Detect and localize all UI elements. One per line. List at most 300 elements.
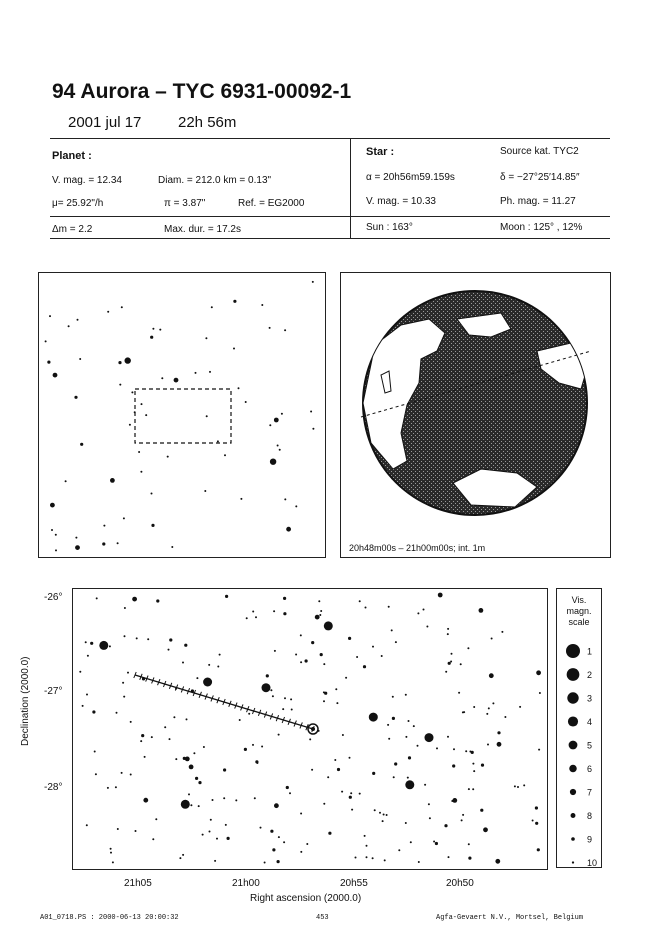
background-star — [448, 856, 450, 858]
scale-dot — [567, 692, 578, 703]
background-star — [270, 830, 273, 833]
background-star — [164, 726, 166, 728]
background-star — [152, 328, 154, 330]
background-star — [467, 647, 469, 649]
background-star — [386, 814, 388, 816]
background-star — [356, 656, 358, 658]
background-star — [448, 662, 451, 665]
background-star — [198, 781, 201, 784]
background-star — [235, 799, 237, 801]
background-star — [261, 304, 263, 306]
background-star — [79, 671, 81, 673]
background-star — [74, 396, 77, 399]
background-star — [150, 336, 153, 339]
star-ra: α = 20h56m59.159s — [366, 172, 455, 183]
background-star — [538, 749, 540, 751]
background-star — [99, 641, 108, 650]
scale-dot — [567, 668, 580, 681]
dec-axis-label: Declination (2000.0) — [20, 656, 31, 746]
background-star — [426, 626, 428, 628]
background-star — [195, 372, 197, 374]
scale-dot — [568, 716, 578, 726]
background-star — [289, 792, 291, 794]
background-star — [410, 841, 412, 843]
background-star — [351, 809, 353, 811]
background-star — [535, 822, 538, 825]
background-star — [519, 706, 521, 708]
background-star — [203, 746, 205, 748]
magnitude-scale — [556, 588, 602, 868]
background-star — [159, 329, 161, 331]
background-star — [124, 635, 126, 637]
background-star — [184, 644, 187, 647]
background-star — [110, 478, 115, 483]
background-star — [324, 621, 333, 630]
background-star — [198, 805, 200, 807]
background-star — [138, 451, 140, 453]
background-star — [483, 827, 488, 832]
background-star — [252, 611, 254, 613]
background-star — [327, 776, 329, 778]
background-star — [363, 665, 366, 668]
globe-caption: 20h48m00s – 21h00m00s; int. 1m — [349, 543, 486, 553]
background-star — [115, 786, 117, 788]
background-star — [453, 748, 455, 750]
background-star — [433, 841, 435, 843]
finder-chart-svg — [39, 273, 325, 557]
background-star — [447, 628, 449, 630]
background-star — [233, 348, 235, 350]
background-star — [270, 689, 272, 691]
background-star — [144, 756, 146, 758]
background-star — [417, 745, 419, 747]
bottom-rule — [50, 238, 610, 239]
background-star — [87, 655, 89, 657]
background-star — [96, 597, 98, 599]
background-star — [465, 750, 467, 752]
background-star — [86, 694, 88, 696]
dec-tick-1: -26° — [44, 592, 63, 603]
background-star — [147, 638, 149, 640]
background-star — [311, 641, 314, 644]
background-star — [225, 824, 227, 826]
background-star — [523, 784, 525, 786]
scale-label: 9 — [587, 834, 593, 845]
background-star — [336, 702, 338, 704]
planet-vmag: V. mag. = 12.34 — [52, 175, 122, 186]
background-star — [123, 517, 125, 519]
background-star — [75, 545, 80, 550]
background-star — [277, 445, 279, 447]
background-star — [405, 736, 407, 738]
background-star — [407, 777, 409, 779]
background-star — [341, 791, 343, 793]
footer-page: 453 — [316, 914, 329, 922]
background-star — [45, 340, 47, 342]
background-star — [349, 757, 351, 759]
scale-dot — [569, 741, 578, 750]
background-star — [254, 797, 256, 799]
background-star — [103, 525, 105, 527]
background-star — [320, 653, 323, 656]
background-star — [216, 838, 218, 840]
background-star — [85, 641, 87, 643]
background-star — [300, 851, 302, 853]
background-star — [255, 760, 258, 763]
background-star — [121, 306, 123, 308]
delta-mag: Δm = 2.2 — [52, 224, 93, 235]
background-star — [488, 707, 490, 709]
background-star — [436, 747, 438, 749]
background-star — [381, 655, 383, 657]
background-star — [334, 759, 336, 761]
background-star — [135, 830, 137, 832]
planet-motion: μ= 25.92"/h — [52, 198, 104, 209]
background-star — [428, 803, 430, 805]
background-star — [244, 748, 247, 751]
background-star — [359, 793, 361, 795]
background-star — [388, 738, 390, 740]
background-star — [121, 772, 123, 774]
background-star — [186, 718, 188, 720]
background-star — [335, 688, 337, 690]
background-star — [468, 857, 471, 860]
background-star — [278, 734, 280, 736]
footer-credit: Agfa-Gevaert N.V., Mortsel, Belgium — [436, 914, 584, 922]
background-star — [161, 377, 163, 379]
event-time: 22h 56m — [178, 114, 237, 131]
scale-title-2: magn. — [566, 606, 592, 616]
background-star — [423, 609, 425, 611]
background-star — [169, 638, 172, 641]
column-divider — [350, 138, 351, 238]
background-star — [281, 413, 283, 415]
background-star — [266, 674, 269, 677]
background-star — [202, 834, 204, 836]
background-star — [279, 449, 281, 451]
background-star — [122, 682, 124, 684]
background-star — [277, 860, 280, 863]
background-star — [282, 708, 284, 710]
background-star — [210, 819, 212, 821]
background-star — [129, 424, 131, 426]
background-star — [355, 857, 357, 859]
background-star — [124, 607, 126, 609]
background-star — [481, 764, 484, 767]
dec-tick-2: -27° — [44, 686, 63, 697]
background-star — [151, 493, 153, 495]
background-star — [425, 733, 434, 742]
background-star — [107, 311, 109, 313]
background-star — [112, 861, 114, 863]
background-star — [504, 716, 506, 718]
background-star — [473, 770, 475, 772]
background-star — [272, 848, 275, 851]
background-star — [295, 505, 297, 507]
background-star — [264, 862, 266, 864]
scale-title-1: Vis. — [571, 595, 587, 605]
background-star — [136, 637, 138, 639]
background-star — [140, 471, 142, 473]
background-star — [283, 597, 286, 600]
background-star — [151, 736, 153, 738]
background-star — [182, 854, 184, 856]
background-star — [117, 542, 119, 544]
background-star — [472, 763, 474, 765]
background-star — [152, 838, 154, 840]
background-star — [487, 744, 489, 746]
background-star — [190, 804, 192, 806]
globe-panel — [340, 272, 611, 558]
background-star — [53, 373, 58, 378]
background-star — [374, 809, 376, 811]
planet-diameter: Diam. = 212.0 km = 0.13" — [158, 175, 272, 186]
background-star — [366, 845, 368, 847]
background-star — [489, 673, 494, 678]
background-star — [452, 764, 455, 767]
scale-dots — [557, 641, 601, 867]
background-star — [323, 803, 325, 805]
background-star — [372, 772, 375, 775]
background-star — [269, 424, 271, 426]
background-star — [514, 785, 516, 787]
background-star — [270, 459, 276, 465]
background-star — [468, 788, 470, 790]
background-star — [392, 696, 394, 698]
background-star — [405, 780, 414, 789]
background-star — [239, 719, 241, 721]
scale-dot — [569, 765, 577, 773]
star-source: Source kat. TYC2 — [500, 146, 579, 157]
background-star — [262, 683, 271, 692]
background-star — [309, 738, 311, 740]
background-star — [248, 713, 250, 715]
background-star — [398, 849, 400, 851]
background-star — [189, 765, 194, 770]
background-star — [116, 712, 118, 714]
background-star — [203, 678, 212, 687]
star-heading: Star : — [366, 146, 395, 158]
background-star — [224, 454, 226, 456]
background-star — [463, 711, 465, 713]
background-star — [181, 800, 190, 809]
background-star — [424, 784, 426, 786]
background-star — [291, 709, 293, 711]
background-star — [486, 713, 488, 715]
background-star — [310, 411, 312, 413]
background-star — [55, 534, 57, 536]
background-star — [387, 724, 389, 726]
background-star — [227, 837, 230, 840]
background-star — [141, 403, 143, 405]
background-star — [473, 706, 475, 708]
background-star — [255, 616, 257, 618]
background-star — [391, 629, 393, 631]
background-star — [223, 768, 226, 771]
background-star — [447, 633, 449, 635]
background-star — [169, 738, 171, 740]
background-star — [130, 774, 132, 776]
background-star — [345, 677, 347, 679]
background-star — [217, 440, 219, 442]
background-star — [366, 856, 368, 858]
background-star — [212, 799, 214, 801]
background-star — [217, 666, 219, 668]
background-star — [315, 615, 320, 620]
scale-label: 7 — [587, 787, 593, 798]
ra-tick-1: 21h05 — [124, 878, 152, 889]
background-star — [300, 634, 302, 636]
star-chart — [72, 588, 548, 870]
star-chart-svg — [73, 589, 547, 869]
planet-heading: Planet : — [52, 150, 92, 162]
ra-tick-2: 21h00 — [232, 878, 260, 889]
moon-elongation: Moon : 125° , 12% — [500, 222, 583, 233]
background-star — [497, 731, 500, 734]
background-star — [451, 653, 453, 655]
background-star — [143, 798, 148, 803]
background-star — [328, 832, 331, 835]
background-star — [205, 337, 207, 339]
background-star — [460, 663, 462, 665]
background-star — [246, 617, 248, 619]
background-star — [480, 809, 483, 812]
background-star — [392, 717, 395, 720]
background-star — [50, 503, 55, 508]
background-star — [372, 646, 374, 648]
background-star — [68, 325, 70, 327]
background-star — [320, 610, 322, 612]
background-star — [471, 751, 474, 754]
background-star — [383, 814, 385, 816]
background-star — [348, 637, 351, 640]
background-star — [408, 756, 411, 759]
mid-rule — [50, 216, 610, 217]
background-star — [223, 797, 225, 799]
background-star — [245, 401, 247, 403]
ra-tick-3: 20h55 — [340, 878, 368, 889]
background-star — [445, 671, 447, 673]
background-star — [65, 480, 67, 482]
background-star — [132, 597, 137, 602]
background-star — [450, 661, 452, 663]
scale-title-3: scale — [568, 617, 590, 627]
dec-tick-3: -28° — [44, 782, 63, 793]
background-star — [209, 371, 211, 373]
background-star — [278, 836, 280, 838]
background-star — [119, 384, 121, 386]
background-star — [261, 746, 263, 748]
background-star — [252, 744, 254, 746]
globe-svg — [341, 273, 610, 557]
scale-label: 3 — [587, 693, 593, 704]
background-star — [90, 642, 93, 645]
planet-parallax: π = 3.87" — [164, 198, 206, 209]
background-star — [452, 798, 457, 803]
background-star — [206, 415, 208, 417]
sun-elongation: Sun : 163° — [366, 222, 413, 233]
background-star — [118, 361, 121, 364]
background-star — [492, 702, 494, 704]
background-star — [444, 824, 447, 827]
background-star — [393, 776, 395, 778]
background-star — [447, 736, 449, 738]
background-star — [539, 692, 541, 694]
background-star — [388, 606, 390, 608]
background-star — [284, 697, 286, 699]
background-star — [107, 787, 109, 789]
background-star — [117, 828, 119, 830]
background-star — [47, 361, 50, 364]
scale-label: 2 — [587, 670, 593, 680]
background-star — [155, 818, 157, 820]
background-star — [429, 817, 431, 819]
background-star — [123, 696, 125, 698]
background-star — [359, 600, 361, 602]
background-star — [405, 822, 407, 824]
background-star — [195, 777, 198, 780]
background-star — [318, 600, 320, 602]
background-star — [300, 661, 302, 663]
background-star — [225, 595, 228, 598]
scale-label: 6 — [587, 764, 593, 774]
scale-dot — [566, 644, 580, 658]
background-star — [290, 698, 292, 700]
scale-label: 5 — [587, 740, 593, 751]
background-star — [151, 524, 154, 527]
background-star — [95, 773, 97, 775]
background-star — [501, 631, 503, 633]
background-star — [300, 813, 302, 815]
background-star — [461, 819, 463, 821]
background-star — [233, 300, 236, 303]
background-star — [140, 740, 142, 742]
background-star — [312, 428, 314, 430]
background-star — [536, 670, 541, 675]
scale-dot — [571, 813, 576, 818]
background-star — [274, 650, 276, 652]
ra-axis-label: Right ascension (2000.0) — [250, 893, 362, 904]
background-star — [408, 720, 410, 722]
background-star — [272, 695, 274, 697]
background-star — [283, 612, 286, 615]
top-rule — [50, 138, 610, 139]
background-star — [319, 614, 321, 616]
background-star — [260, 827, 262, 829]
field-of-view-box — [135, 389, 231, 443]
background-star — [109, 645, 111, 647]
star-vmag: V. mag. = 10.33 — [366, 196, 436, 207]
scale-label: 1 — [587, 646, 593, 657]
background-star — [364, 835, 366, 837]
background-star — [458, 692, 460, 694]
background-star — [479, 608, 484, 613]
target-star — [311, 727, 315, 731]
background-star — [517, 786, 519, 788]
background-star — [495, 859, 500, 864]
background-star — [110, 848, 112, 850]
background-star — [286, 786, 289, 789]
scale-dot — [572, 861, 574, 863]
scale-label: 4 — [587, 717, 593, 727]
background-star — [208, 664, 210, 666]
background-star — [323, 663, 325, 665]
background-star — [209, 831, 211, 833]
background-star — [395, 641, 397, 643]
background-star — [183, 757, 186, 760]
ra-tick-4: 20h50 — [446, 878, 474, 889]
page-title: 94 Aurora – TYC 6931-00092-1 — [52, 80, 352, 103]
